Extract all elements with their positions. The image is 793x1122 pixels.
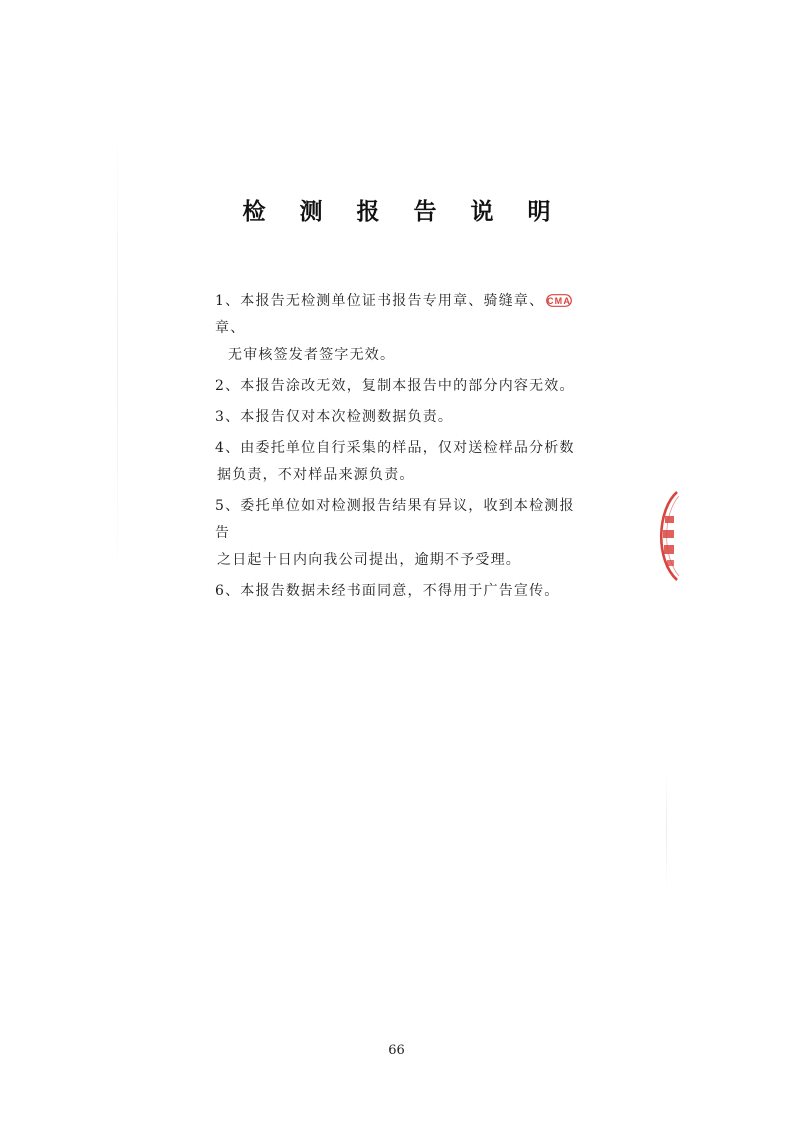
cma-mark-icon [546,294,572,307]
note-item-6 [215,578,575,605]
note-item-1 [215,288,575,373]
note-item-2 [215,373,575,404]
note-3-line-1: 3、本报告仅对本次检测数据负责。 [215,409,454,425]
seal-fragment-icon [651,490,679,582]
scan-edge-line [666,770,667,890]
page-number: 66 [388,1043,405,1058]
note-5-line-1: 5、委托单位如对检测报告结果有异议，收到本检测报告 [215,498,575,541]
note-5-line-2: 之日起十日内向我公司提出，逾期不予受理。 [217,552,521,568]
note-item-3 [215,404,575,435]
scan-edge-line [117,118,118,588]
note-6-line-1: 6、本报告数据未经书面同意，不得用于广告宣传。 [215,583,560,599]
note-item-5 [215,493,575,578]
notes-list [215,288,575,605]
note-2-line-1: 2、本报告涂改无效，复制本报告中的部分内容无效。 [215,378,575,394]
note-1-line-1: 1、本报告无检测单位证书报告专用章、骑缝章、 CMA 章、 [215,293,572,336]
cma-mark-text: CMA [547,296,572,306]
note-4-line-2: 据负责，不对样品来源负责。 [217,467,415,483]
note-4-line-1: 4、由委托单位自行采集的样品，仅对送检样品分析数 [215,440,575,456]
note-item-4 [215,435,575,493]
note-1-line-2: 无审核签发者签字无效。 [228,347,396,363]
page-title: 检 测 报 告 说 明 [242,198,564,225]
